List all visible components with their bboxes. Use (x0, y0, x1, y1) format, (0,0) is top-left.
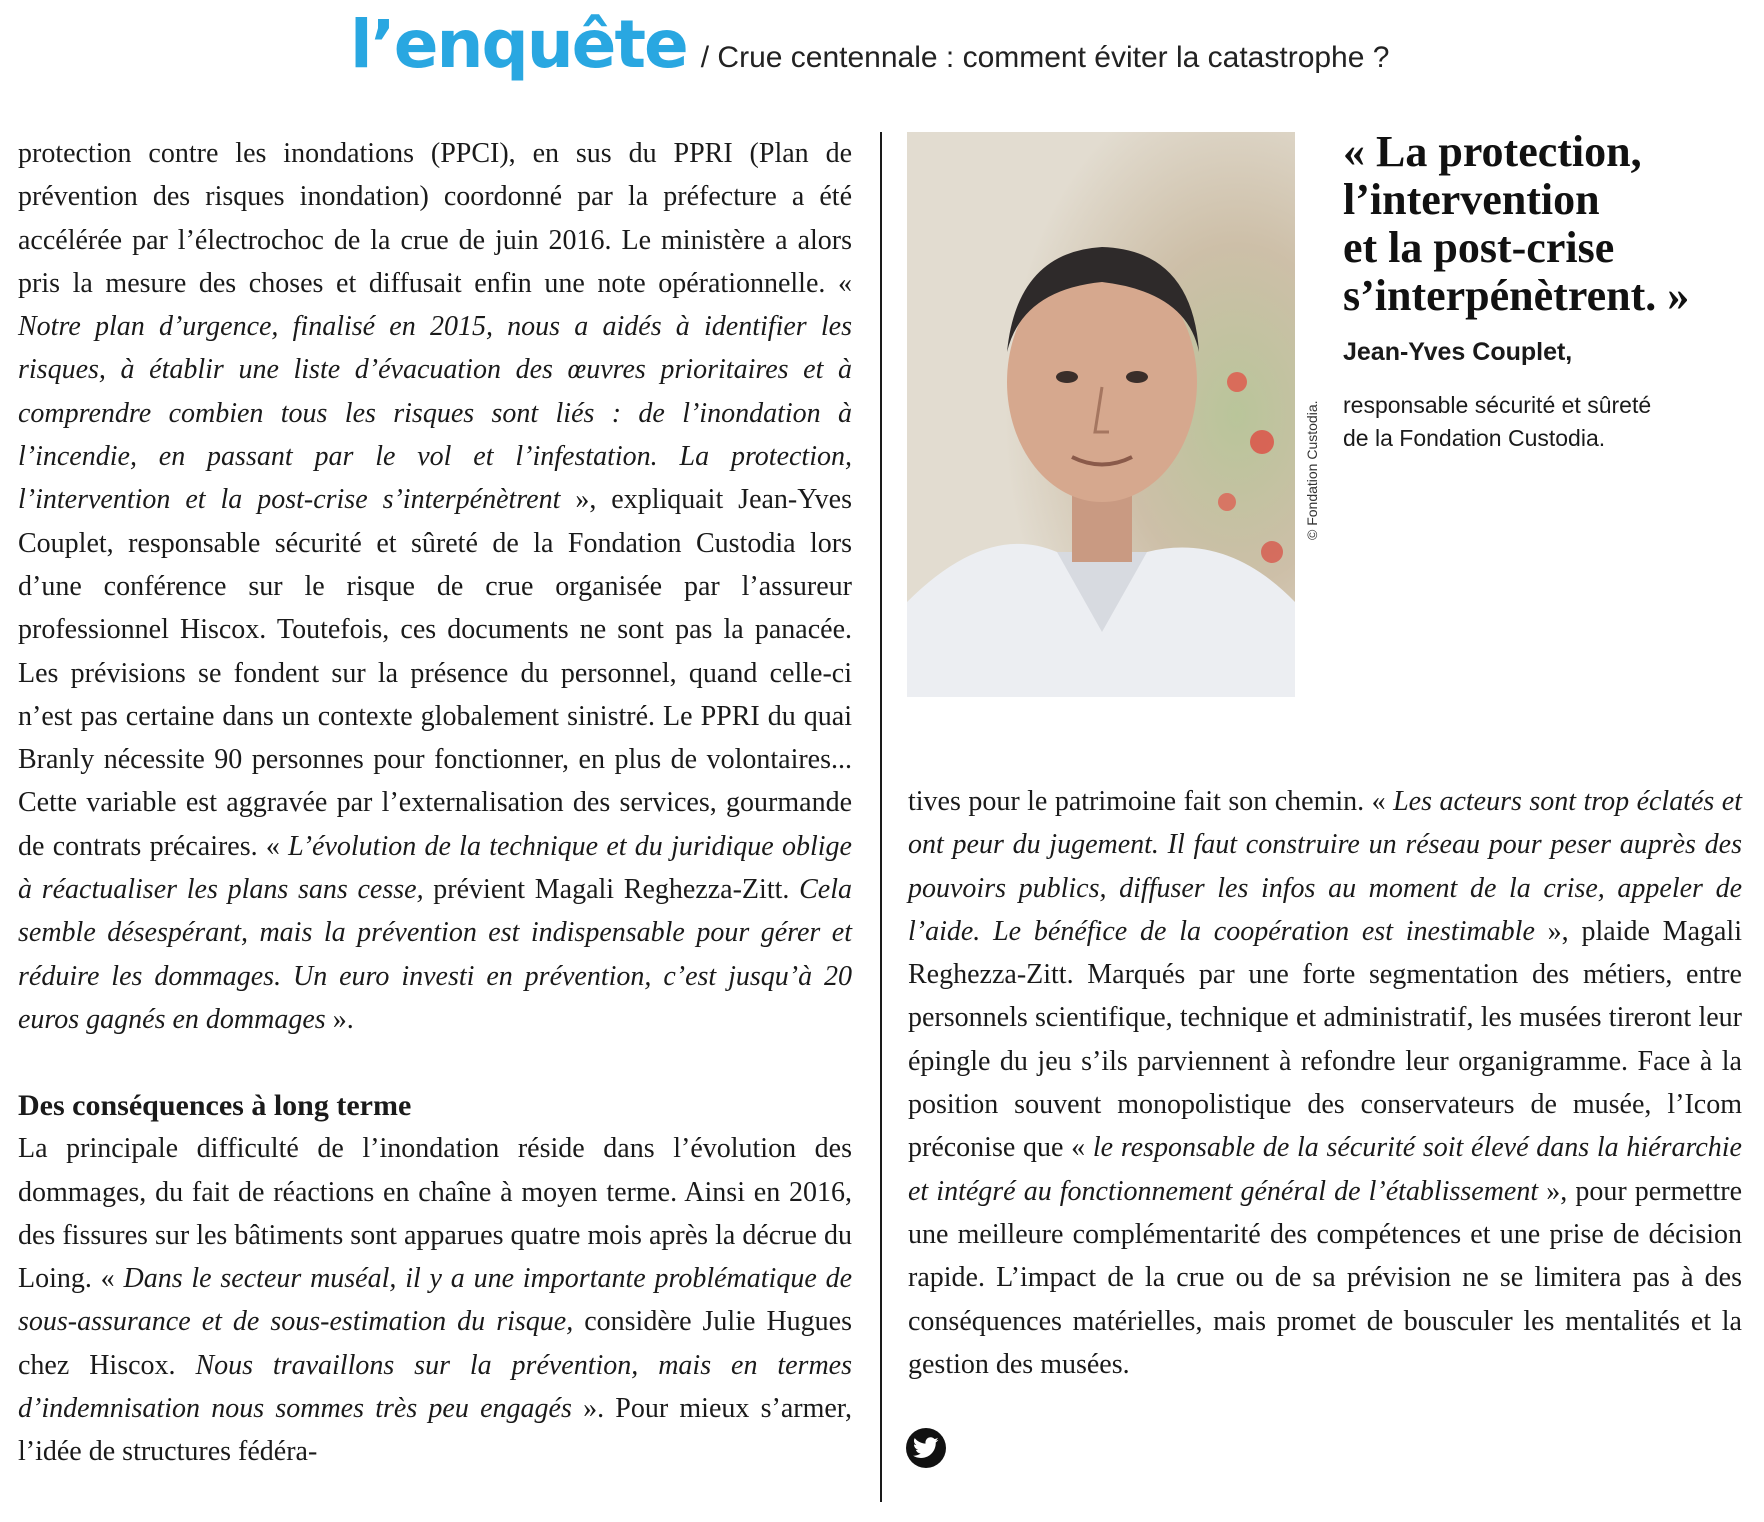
body-text: », plaide Magali Reghezza-Zitt. Marqués par une forte segmentation des métiers, entre personnels scientifique, technique et administratif, les musées tireront leur épingle du jeu s’ils parviennent à refondre leur organigramme. Face à la position souvent monopolistique des conservateurs de musée, l’Icom préconise que « (908, 915, 1742, 1164)
article-header (350, 6, 1550, 83)
paragraph-gap (18, 1041, 852, 1084)
role-line: de la Fondation Custodia. (1343, 425, 1606, 451)
portrait-photo (907, 132, 1295, 697)
paragraph (18, 1127, 852, 1473)
body-text: ». (325, 1003, 354, 1035)
right-column (908, 780, 1742, 1386)
italic-quote-text: Dans le secteur muséal, il y a une importante problématique de sous-assurance et de sous-estimation du risque, (18, 1263, 852, 1338)
body-text: considère Julie Hugues chez Hiscox. (18, 1306, 852, 1381)
quote-line: l’intervention (1343, 175, 1600, 224)
body-text: », pour permettre une meilleure complémentarité des compétences et une prise de décision rapide. L’impact de la crue ou de sa prévision ne se limitera pas à des conséquences matérielles, mais promet de bousculer les mentalités et la gestion des musées. (908, 1175, 1742, 1380)
italic-quote-text: Nous travaillons sur la prévention, mais en termes d’indemnisation nous sommes très peu engagés (18, 1349, 852, 1425)
rubric-title: l’enquête (350, 6, 687, 83)
pull-quote (1343, 128, 1748, 455)
quote-line: s’interpénètrent. » (1343, 271, 1690, 320)
body-text: protection contre les inondations (PPCI), en sus du PPRI (Plan de prévention des risques inondation) coordonné par la préfecture a été accélérée par l’électrochoc de la crue de juin 2016. Le ministère a alors pris la mesure des choses et diffusait enfin une note opérationnelle. « (18, 138, 852, 299)
portrait-illustration (907, 132, 1295, 697)
photo-credit: © Fondation Custodia. (1304, 400, 1320, 540)
column-divider (880, 132, 882, 1502)
italic-quote-text: le responsable de la sécurité soit élevé dans la hiérarchie et intégré au fonctionnement général de l’établissement (908, 1132, 1742, 1207)
twitter-bird-glyph (913, 1437, 939, 1459)
section-heading: Des conséquences à long terme (18, 1089, 412, 1123)
paragraph (18, 132, 852, 1041)
body-text: prévient Magali Reghezza-Zitt. (423, 874, 800, 906)
italic-quote-text: L’évolution de la technique et du juridique oblige à réactualiser les plans sans cesse, (18, 830, 852, 906)
body-text: », expliquait Jean-Yves Couplet, responsable sécurité et sûreté de la Fondation Custodia lors d’une conférence sur le risque de crue organisée par l’assureur professionnel Hiscox. Toutefois, ces documents ne sont pas la panacée. Les prévisions se fondent sur la présence du personnel, quand celle-ci n’est pas certaine dans un contexte globalement sinistré. Le PPRI du quai Branly nécessite 90 personnes pour fonctionner, en plus de volontaires... Cette variable est aggravée par l’externalisation des services, gourmande de contrats précaires. « (18, 484, 853, 862)
italic-quote-text: Cela semble désespérant, mais la prévention est indispensable pour gérer et réduire les dommages. Un euro investi en prévention, c’est jusqu’à 20 euros gagnés en dommages (18, 874, 852, 1035)
italic-quote-text: Les acteurs sont trop éclatés et ont peur du jugement. Il faut construire un réseau pour peser auprès des pouvoirs publics, diffuser les infos au moment de la crise, appeler de l’aide. Le bénéfice de la coopération est inestimable (908, 786, 1742, 947)
left-column (18, 132, 852, 1474)
body-text: tives pour le patrimoine fait son chemin. « (908, 786, 1394, 817)
quote-author-role (1343, 389, 1743, 455)
italic-quote-text: Notre plan d’urgence, finalisé en 2015, nous a aidés à identifier les risques, à établir une liste d’évacuation des œuvres prioritaires et à comprendre combien tous les risques sont liés : de l’inondation à l’incendie, en passant par le vol et l’infestation. La protection, l’intervention et la post-crise s’interpénètrent (18, 311, 852, 516)
quote-line: « La protection, (1343, 127, 1642, 176)
pull-quote-text (1343, 128, 1748, 320)
paragraph (908, 780, 1742, 1386)
body-text: La principale difficulté de l’inondation réside dans l’évolution des dommages, du fait de réactions en chaîne à moyen terme. Ainsi en 2016, des fissures sur les bâtiments sont apparues quatre mois après la décrue du Loing. « (18, 1133, 852, 1295)
article-subtitle: / Crue centennale : comment éviter la catastrophe ? (700, 41, 1390, 74)
role-line: responsable sécurité et sûreté (1343, 392, 1652, 418)
twitter-bird-icon[interactable] (906, 1428, 946, 1468)
quote-author: Jean-Yves Couplet, (1343, 338, 1573, 366)
body-text: ». Pour mieux s’armer, l’idée de structures fédéra- (18, 1393, 852, 1468)
quote-line: et la post-crise (1343, 223, 1615, 272)
